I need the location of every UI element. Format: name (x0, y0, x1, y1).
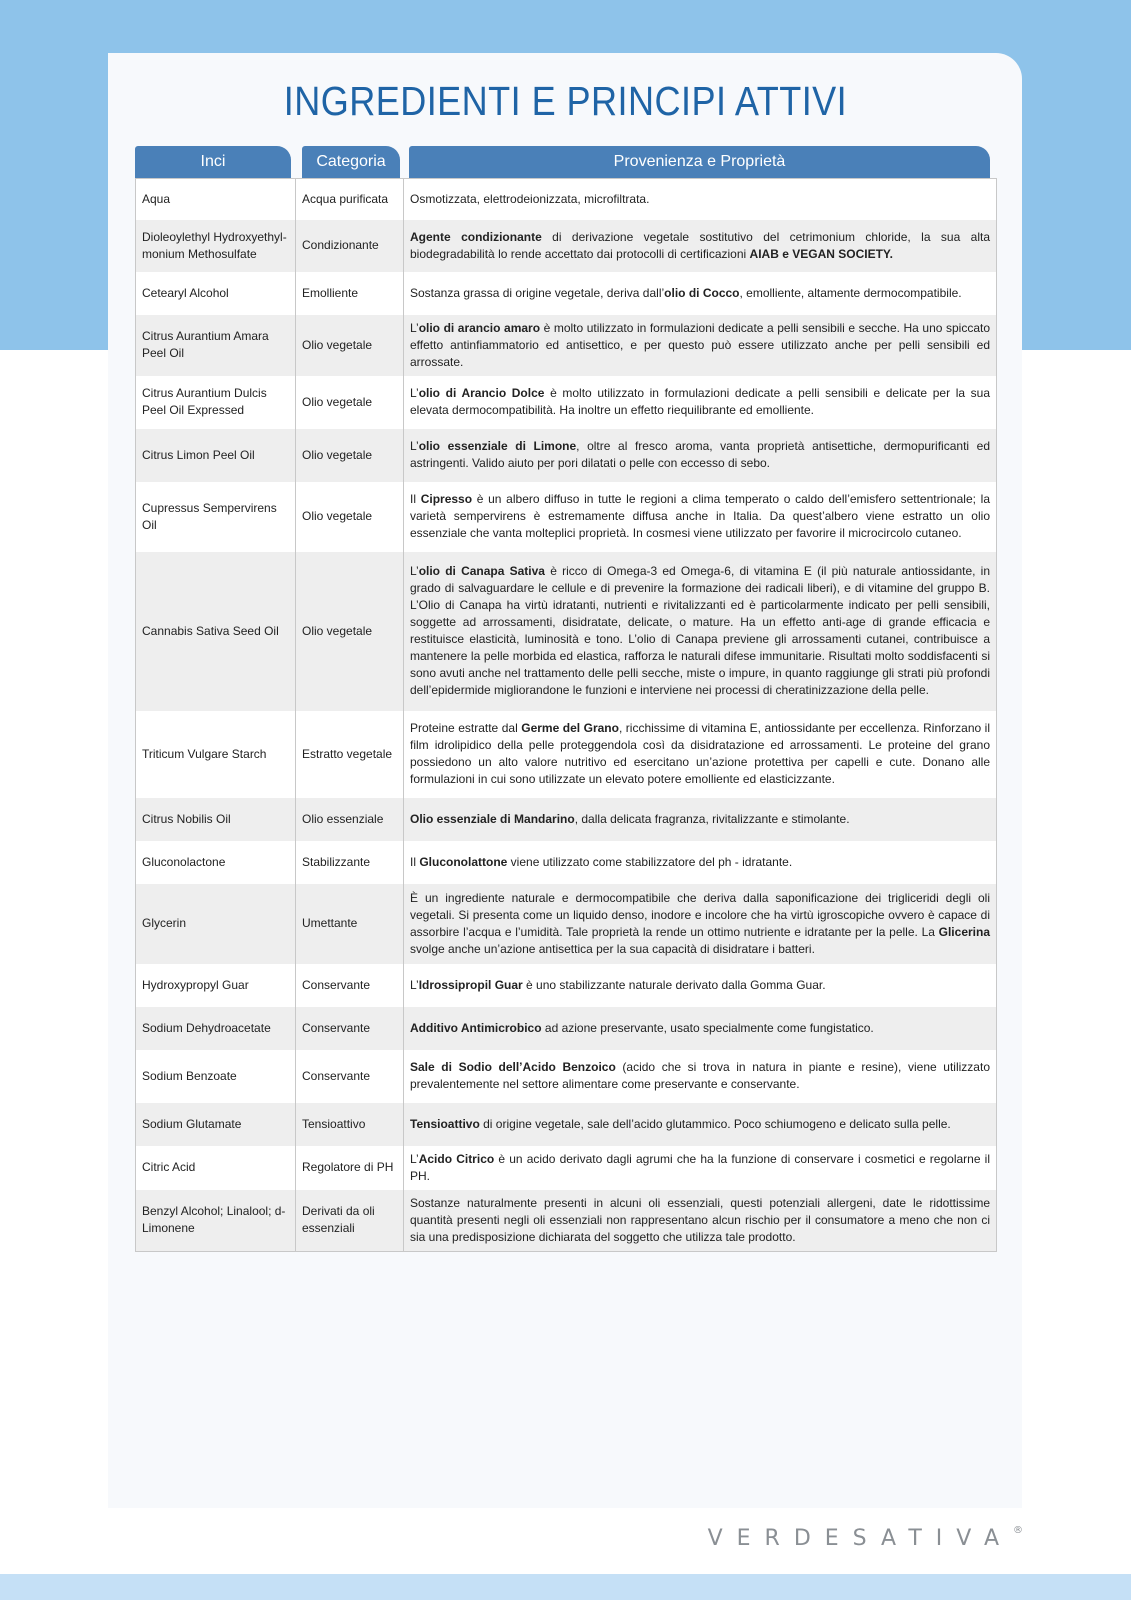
highlight-text: Acido Citrico (418, 1151, 495, 1166)
body-text: Sostanza grassa di origine vegetale, deriva dall’ (410, 285, 665, 300)
brand-name: VERDESATIVA (707, 1526, 1013, 1551)
body-text: è un acido derivato dagli agrumi che ha la funzione di conservare i cosmetici e regolarne il PH. (410, 1151, 990, 1183)
body-text: L’ (410, 977, 419, 992)
table-row (136, 1190, 997, 1252)
cell-inci: Sodium Dehydroacetate (136, 1007, 296, 1050)
bottom-background-band (0, 1574, 1131, 1600)
cell-categoria: Olio vegetale (296, 315, 404, 376)
cell-inci: Citrus Aurantium Dulcis Peel Oil Expressed (142, 386, 267, 417)
cell-categoria: Regolatore di PH (296, 1146, 404, 1190)
body-text: ad azione preservante, usato specialmente come fungistatico. (541, 1020, 874, 1035)
table-row (136, 552, 997, 711)
cell-provenienza (404, 1103, 997, 1146)
cell-inci: Cannabis Sativa Seed Oil (136, 552, 296, 711)
cell-inci: Citrus Limon Peel Oil (136, 429, 296, 482)
brand-logo (708, 1526, 1023, 1551)
highlight-text: olio di arancio amaro (418, 320, 541, 335)
body-text: , emolliente, altamente dermocompatibile. (739, 285, 962, 300)
cell-categoria: Olio vegetale (296, 482, 404, 552)
body-text: , ricchissime di vitamina E, antiossidante per eccellenza. Rinforzano il film idrolipidico della pelle proteggendola così da disidratazione ed arrossamenti. Le proteine del grano possiedono un alto valore nutritivo ed esercitano un’azione protettiva per capelli e cute. Donano alle formulazioni in cui sono utilizzate un elevato potere emolliente ed elasticizzante. (410, 721, 991, 786)
body-text: viene utilizzato come stabilizzatore del ph - idratante. (507, 854, 793, 869)
highlight-text: Gluconolattone (419, 854, 508, 869)
body-text: svolge anche un’azione antisettica per la sua capacità di disidratare i batteri. (410, 941, 815, 956)
cell-inci: Sodium Glutamate (136, 1103, 296, 1146)
highlight-text: Additivo Antimicrobico (410, 1020, 542, 1035)
highlight-text: Idrossipropil Guar (418, 977, 523, 992)
cell-inci: Glycerin (136, 884, 296, 964)
cell-categoria: Acqua purificata (296, 179, 404, 220)
table-row (136, 376, 997, 429)
cell-categoria: Conservante (296, 1050, 404, 1103)
table-row (136, 841, 997, 884)
body-text: , oltre al fresco aroma, vanta proprietà antisettiche, dermopurificanti ed astringenti. Valido aiuto per pori dilatati o pelle con eccesso di sebo. (410, 439, 991, 470)
table-row (136, 1050, 997, 1103)
cell-provenienza (404, 884, 997, 964)
cell-provenienza (404, 272, 997, 315)
cell-categoria: Estratto vegetale (296, 711, 404, 798)
cell-provenienza (404, 220, 997, 272)
cell-provenienza (404, 1050, 997, 1103)
body-text: è ricco di Omega-3 ed Omega-6, di vitamina E (il più naturale antiossidante, in grado di salvaguardare le cellule e di prevenire la formazione dei radicali liberi), e di vitamine del gruppo B. L’Olio di Canapa ha virtù idratanti, nutrienti e rivitalizzanti ed è particolarmente indicato per pelli sensibili, soggette ad arrossamenti, disidratate, delicate, o mature. Ha un effetto anti-age di grande efficacia e restituisce elasticità, luminosità e tono. L’olio di Canapa previene gli arrossamenti cutanei, contribuisce a mantenere la pelle morbida ed elastica, rafforza le naturali difese immunitarie. Risultati molto soddisfacenti si sono avuti anche nel trattamento delle pelli secche, miste o impure, in quanto raggiunge gli strati più profondi dell’epidermide migliorandone le funzioni e interviene nei processi di cheratinizzazione della pelle. (410, 564, 991, 697)
table-row (136, 482, 997, 552)
highlight-text: olio essenziale di Limone (418, 439, 577, 453)
cell-categoria: Conservante (296, 964, 404, 1007)
cell-inci: Citric Acid (142, 1160, 196, 1174)
ingredients-table-body (136, 179, 997, 1252)
table-row (136, 798, 997, 841)
cell-provenienza (404, 429, 997, 482)
body-text: L’ (410, 320, 419, 335)
table-row (136, 711, 997, 798)
table-row (136, 272, 997, 315)
cell-inci: Citrus Aurantium Amara Peel Oil (136, 315, 296, 376)
cell-inci: Cupressus Sempervirens Oil (142, 500, 277, 532)
cell-inci: Aqua (142, 191, 171, 206)
highlight-text: Olio essenziale di Mandarino (410, 811, 575, 826)
cell-provenienza (404, 841, 997, 884)
cell-provenienza (404, 315, 997, 376)
body-text: Sostanze naturalmente presenti in alcuni oli essenziali, questi potenziali allergeni, date le ridottissime quantità presenti negli oli essenziali non rappresentano alcun rischio per il consumatore a meno che non ci sia una predisposizione dichiarata del soggetto che utilizza tale prodotto. (410, 1195, 990, 1244)
highlight-text: Agente condizionante (410, 229, 542, 244)
cell-categoria: Conservante (296, 1007, 404, 1050)
body-text: Proteine estratte dal (410, 721, 522, 735)
cell-provenienza (404, 1007, 997, 1050)
table-row (136, 179, 997, 220)
table-row (136, 429, 997, 482)
cell-categoria: Umettante (296, 884, 404, 964)
body-text: L’ (410, 564, 419, 578)
table-row (136, 220, 997, 272)
body-text: è un albero diffuso in tutte le regioni a clima temperato o caldo dell’emisfero settentrionale; la varietà sempervirens è estremamente diffusa anche in Italia. Da quest’albero viene estratto un olio essenziale che vanta molteplici proprietà. In cosmesi viene utilizzato per favorire il microcircolo cutaneo. (410, 492, 990, 540)
highlight-text: AIAB e VEGAN SOCIETY. (749, 246, 893, 261)
column-header-categoria: Categoria (302, 146, 400, 178)
cell-inci: Hydroxypropyl Guar (142, 977, 249, 992)
body-text: di origine vegetale, sale dell’acido glutammico. Poco schiumogeno e delicato sulla pelle. (479, 1116, 951, 1131)
cell-inci: Sodium Benzoate (142, 1068, 237, 1083)
body-text: L’ (410, 1151, 419, 1166)
table-row (136, 1103, 997, 1146)
cell-categoria: Derivati da oli essenziali (296, 1190, 404, 1252)
cell-provenienza (404, 964, 997, 1007)
body-text: Il (410, 854, 420, 869)
cell-inci: Citrus Nobilis Oil (136, 798, 296, 841)
column-header-provenienza: Provenienza e Proprietà (409, 146, 990, 178)
column-header-inci: Inci (135, 146, 291, 178)
cell-provenienza (404, 711, 997, 798)
table-row (136, 964, 997, 1007)
table-row (136, 1146, 997, 1190)
cell-categoria: Olio vegetale (296, 552, 404, 711)
body-text: Osmotizzata, elettrodeionizzata, microfiltrata. (410, 191, 650, 206)
highlight-text: Tensioattivo (410, 1116, 480, 1131)
cell-provenienza (404, 1146, 997, 1190)
registered-mark: ® (1013, 1524, 1023, 1536)
table-row (136, 1007, 997, 1050)
cell-provenienza (404, 482, 997, 552)
body-text: è uno stabilizzante naturale derivato dalla Gomma Guar. (522, 977, 826, 992)
cell-inci: Triticum Vulgare Starch (142, 746, 267, 761)
highlight-text: olio di Cocco (664, 285, 740, 300)
highlight-text: olio di Canapa Sativa (418, 564, 545, 578)
highlight-text: Glicerina (938, 924, 990, 939)
page-title: INGREDIENTI E PRINCIPI ATTIVI (283, 78, 848, 124)
cell-categoria: Emolliente (296, 272, 404, 315)
cell-inci: Dioleoylethyl Hydroxyethyl-monium Methosulfate (136, 220, 296, 272)
cell-inci: Cetearyl Alcohol (142, 285, 229, 300)
table-row (136, 884, 997, 964)
body-text: di derivazione vegetale sostitutivo del cetrimonium chloride, la sua alta biodegradabilità lo rende accettato dai protocolli di certificazioni (410, 229, 991, 261)
highlight-text: Cipresso (420, 492, 473, 506)
body-text: , dalla delicata fragranza, rivitalizzante e stimolante. (574, 811, 850, 826)
body-text: è molto utilizzato in formulazioni dedicate a pelli sensibili e delicate per la sua elevata dermocompatibilità. Ha inoltre un effetto riequilibrante ed emolliente. (410, 386, 990, 417)
body-text: (acido che si trova in natura in piante e resine), viene utilizzato prevalentemente nel settore alimentare come preservante e conservante. (410, 1060, 990, 1091)
body-text: L’ (410, 386, 419, 400)
body-text: è molto utilizzato in formulazioni dedicate a pelli sensibili e secche. Ha uno spiccato effetto antinfiammatorio ed antisettico, e per questo può essere utilizzato anche per pelli sensibili ed arrossate. (410, 320, 990, 369)
body-text: Il (410, 492, 421, 506)
cell-provenienza (404, 552, 997, 711)
highlight-text: Germe del Grano (521, 721, 619, 735)
table-row (136, 315, 997, 376)
cell-categoria: Olio essenziale (296, 798, 404, 841)
cell-categoria: Tensioattivo (296, 1103, 404, 1146)
cell-categoria: Olio vegetale (296, 429, 404, 482)
cell-provenienza (404, 179, 997, 220)
cell-categoria: Stabilizzante (296, 841, 404, 884)
cell-inci: Benzyl Alcohol; Linalool; d-Limonene (136, 1190, 296, 1252)
cell-inci: Gluconolactone (142, 854, 226, 869)
cell-categoria: Condizionante (296, 220, 404, 272)
highlight-text: olio di Arancio Dolce (418, 386, 545, 400)
body-text: È un ingrediente naturale e dermocompatibile che deriva dalla saponificazione dei trigliceridi degli oli vegetali. Si presenta come un liquido denso, inodore e incolore che ha virtù igroscopiche ovvero è capace di assorbire l’acqua e l’umidità. Tale proprietà la rende un ottimo nutriente e idratante per la pelle. La (410, 890, 990, 939)
cell-categoria: Olio vegetale (296, 376, 404, 429)
cell-provenienza (404, 376, 997, 429)
cell-provenienza (404, 1190, 997, 1252)
ingredients-table (135, 178, 997, 1252)
highlight-text: Sale di Sodio dell’Acido Benzoico (410, 1060, 616, 1074)
cell-provenienza (404, 798, 997, 841)
body-text: L’ (410, 439, 419, 453)
